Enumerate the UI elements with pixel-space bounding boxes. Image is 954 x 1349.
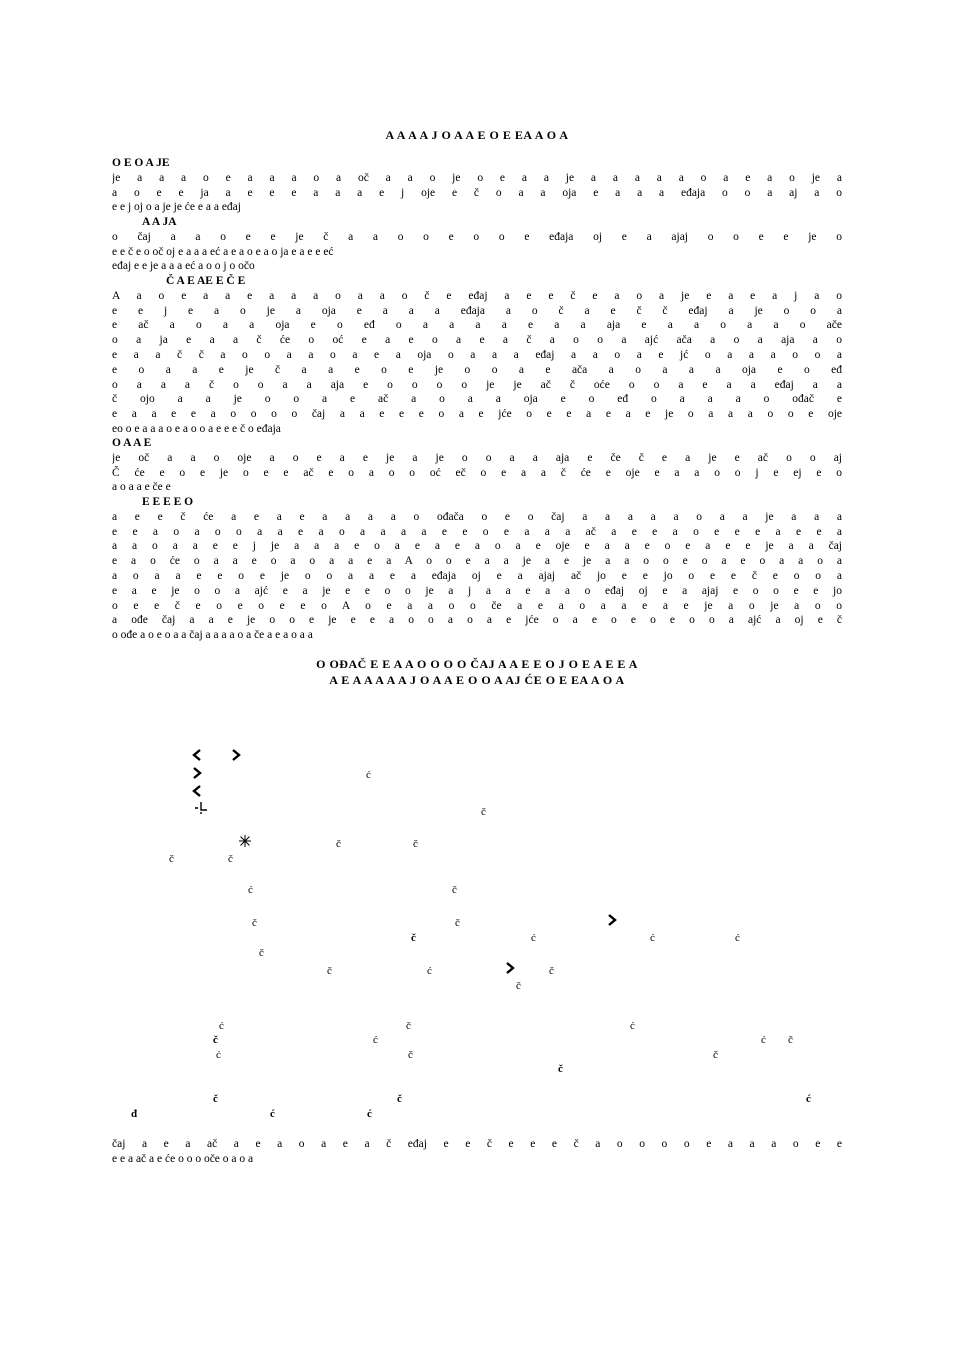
form-fragment: č [397,1093,402,1105]
paragraph-line: je oč a a o oje a o e a e je a je o o a a aja e če č e a je e ač o o aj [112,451,842,464]
paragraph-line: e a e je o o a ajć e a je e e o o je a j a a e a a o eđaj oj e a ajaj e o o e e jo [112,584,842,597]
chevron-right-icon [229,748,243,762]
paragraph-line: a a o a a e e j je a a a e o a e a e a o a e oje e a a e o e a e e je a a čaj [112,540,842,553]
section-2 [112,215,842,274]
chevron-left-icon [190,784,204,798]
form-fragment: č [259,947,264,959]
form-fragment: č [788,1034,793,1046]
paragraph-line: e e a o a o o a a e a o a a a a e e o e a a a ač a e e a o e e e a e e a [112,525,842,538]
paragraph-line: o čaj a a o e e je č a a o o e o o e eđaja oj e a ajaj o o e e je o [112,230,842,243]
snowflake-icon [238,834,252,848]
section-intro [112,156,842,215]
form-fragment: ć [630,1020,635,1032]
section-heading: O A A E [112,437,152,449]
form-fragment: č [336,838,341,850]
form-fragment: č [713,1049,718,1061]
form-fragment: č [213,1034,218,1046]
paragraph-line: e e j e a o je a oja e a a a eđaja a o č a e č č eđaj a je o o a [112,304,842,317]
form-fragment: ć [650,932,655,944]
paragraph-line: o ođe a o e o a a čaj a a a a o a če a e a o a a [112,629,313,642]
crosshair-icon [194,801,208,815]
footer-paragraph [112,1137,842,1167]
section-5 [112,495,842,643]
form-fragment: č [406,1020,411,1032]
chevron-right-icon [503,961,517,975]
section-heading: Č A E AE E Č E [166,275,246,287]
chevron-left-icon [190,748,204,762]
paragraph-line: eo o e a a a o e a o o a e e e č o eđaja [112,422,281,435]
form-fragment: ć [806,1093,811,1105]
form-fragment: ć [367,1108,372,1120]
paragraph-line: e a a č č a o o a a o a e a oja o a a a eđaj a a o a e jć o a a a o o a [112,348,842,361]
document-title: A A A A J O A A E O E EA A O A [385,128,569,142]
form-fragment: č [516,980,521,992]
form-fragment: č [252,917,257,929]
paragraph-line: e e č e o oč oj e a a a eć a e a o e a o ja e a e e eć [112,245,334,258]
form-fragment: č [558,1063,563,1075]
paragraph-line: a o e e ja a e e e a a a e j oje e č o a a oja e a a a eđaja o o a aj a o [112,186,842,199]
paragraph-line: o e e č e o e o e e o A o e a a o o če a e a o a a e a e je a o je a o o [112,599,842,612]
paragraph-line: e a a e e a o o o o čaj a a e e e o a e jće o e e a e a e je o a a a o o e oje [112,408,842,421]
paragraph-line: a e e č će a e a e a a a a o ođača o e o čaj a a a a a o a a je a a a [112,510,842,523]
form-fragment: č [408,1049,413,1061]
paragraph-line: o a ja e a a č će o oć e a e o a e a č a o o a ajć ača a o a aja a o [112,334,842,347]
chevron-right-icon [503,961,517,975]
paragraph-line: eđaj e e je a a a eć a o o j o očo [112,260,255,273]
form-fragment: ć [219,1020,224,1032]
form-fragment: č [228,853,233,865]
paragraph-line: e ač a o a a oja e o eđ o a a a a e a a aja e a a o a a o ače [112,319,842,332]
chevron-left-icon [190,748,204,762]
form-fragment: č [455,917,460,929]
form-title-line-1: O OĐAČ E E A A O O O O ČAJ A A E E O J O E A E E A [316,657,638,671]
form-fragment: ć [248,884,253,896]
section-heading: O E O A JE [112,157,170,169]
form-fragment: č [452,884,457,896]
paragraph-line: a o a a e e o e je o o a a e a eđaja oj e a ajaj ač jo e e jo o e e č e o o a [112,569,842,582]
paragraph-line: je a a a o e a a a o a oč a a o je o e a a je a a a a a o a e a o je a [112,171,842,184]
form-fragment: ć [735,932,740,944]
form-fragment: ć [761,1034,766,1046]
form-fragment: č [413,838,418,850]
form-title-line-2: A E A A A A A J O A A E O O A AJ ĆE O E EA A O A [329,673,625,687]
chevron-right-icon [605,913,619,927]
paragraph-line: A a o e a a e a a a o a a o č e eđaj a e e č e a o a je e a e a j a o [112,289,842,302]
paragraph-line: čaj a e a ač a e a o a e a č eđaj e e č e e e č a o o o o e a a a o e e [112,1138,842,1150]
form-fragment: ć [366,769,371,781]
chevron-right-icon [190,766,204,780]
paragraph-line: o a a a č o o a a aja e o o o o je je ač č oće o o a e a a eđaj a a [112,378,842,391]
snowflake-icon [238,834,252,848]
form-fragment: ć [427,965,432,977]
paragraph-line: e a o će o a a e o a o a a e a A o o e a a je a e je a a o o e o a e o a a o a [112,555,842,568]
form-fragment: č [549,965,554,977]
form-fragment: ć [216,1049,221,1061]
form-fragment: ć [373,1034,378,1046]
chevron-right-icon [190,766,204,780]
paragraph-line: a o a a e če e [112,481,171,494]
paragraph-line: č ojo a a je o o a e ač a o a a oja e o eđ o a a a o ođač e [112,393,842,406]
form-fragment: č [169,853,174,865]
form-fragment: ć [531,932,536,944]
section-4 [112,436,842,495]
paragraph-line: Č će e o e je o e e ač e o a o o oć eč o e a a č će e oje e a a o o j e ej e o [112,466,842,479]
form-fragment: č [213,1093,218,1105]
chevron-left-icon [190,784,204,798]
form-fragment: č [411,932,416,944]
crosshair-icon [194,801,208,815]
chevron-right-icon [229,748,243,762]
paragraph-line: e e j oj o a je je će e a a eđaj [112,201,241,214]
paragraph-line: a ođe čaj a a e je o o e je e e a o o a o a e jće o a e o e o e o o a ajć a oj e č [112,614,842,627]
section-heading: E E E E O [142,496,194,508]
section-heading: A A JA [142,216,177,228]
chevron-right-icon [605,913,619,927]
paragraph-line: e e a ač a e će o o o oče o a o a [112,1152,254,1165]
paragraph-line: e o a a e je č a a e o e je o o a e ača a o a a a oja e o eđ [112,363,842,376]
form-fragment: č [481,806,486,818]
form-fragment: ć [270,1108,275,1120]
form-fragment: đ [131,1108,138,1120]
form-fragment: č [327,965,332,977]
section-3 [112,274,842,437]
